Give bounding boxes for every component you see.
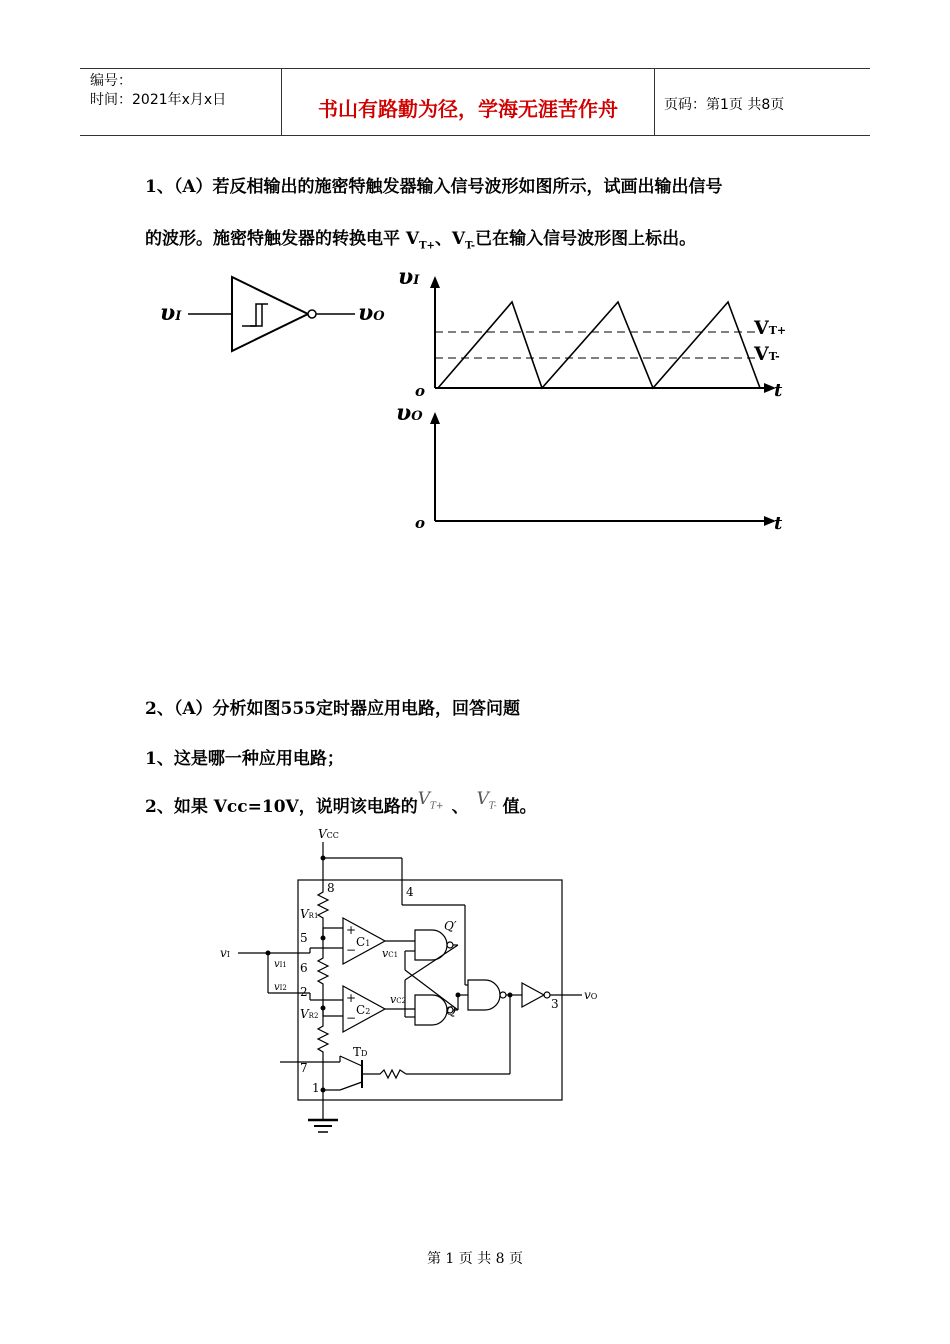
header-code: 编号： [90, 73, 132, 89]
vr2-label: VR2 [300, 1007, 319, 1021]
q2-sub2-prefix: 2、如果 Vcc=10V，说明该电路的 [145, 797, 418, 817]
pin5: 5 [300, 931, 308, 945]
c2-label: C2 [356, 1003, 371, 1017]
pin3: 3 [551, 997, 559, 1011]
q1-line2-mid: 、V [434, 229, 466, 249]
output-label: υO [358, 300, 385, 326]
header-top-rule [80, 68, 870, 69]
pin7: 7 [300, 1061, 308, 1075]
q2-vt-plus: $V_{T+}$ [417, 789, 444, 812]
c1-label: C1 [356, 935, 371, 949]
c2-plus: + [346, 991, 357, 1005]
bottom-time-label: t [774, 513, 783, 534]
q-label: Q [446, 1004, 456, 1018]
q2-vt-minus: $V_{T-}$ [476, 789, 497, 812]
header-meta [90, 72, 226, 110]
top-time-label: t [774, 380, 783, 401]
vc2-label: vC2 [390, 993, 407, 1006]
pin4: 4 [406, 885, 414, 899]
top-axis-label: υI [398, 264, 420, 290]
bottom-origin: o [415, 514, 426, 532]
header-bottom-rule [80, 135, 870, 136]
vi1-label: vI1 [274, 959, 287, 970]
c1-plus: + [346, 923, 357, 937]
vo-label: vO [584, 988, 598, 1002]
pin1: 1 [312, 1081, 320, 1095]
vcc-label: VCC [318, 827, 339, 841]
figure-schmitt-waveforms [150, 262, 810, 542]
bottom-axis-label: υO [396, 400, 423, 426]
vr1-label: VR1 [300, 907, 319, 921]
vi2-label: vI2 [274, 982, 287, 993]
page-footer: 第 1 页 共 8 页 [426, 1251, 524, 1267]
top-origin: o [415, 382, 426, 400]
output-waveform-axes [430, 412, 776, 526]
pin6: 6 [300, 961, 308, 975]
pin2: 2 [300, 985, 308, 999]
vi-label: vI [220, 946, 230, 960]
c1-minus: − [346, 943, 357, 957]
header-divider-right [654, 69, 655, 135]
input-waveform-axes [430, 276, 776, 393]
q1-line2 [145, 224, 696, 251]
q1-vtplus-sub: T+ [419, 240, 435, 252]
q-prime-label: Q′ [444, 919, 457, 933]
triangle-waveform [438, 302, 760, 388]
c2-minus: − [346, 1011, 357, 1025]
q1-line2-prefix: 的波形。施密特触发器的转换电平 V [145, 229, 420, 249]
vc1-label: vC1 [382, 947, 399, 960]
header-motto: 书山有路勤为径，学海无涯苦作舟 [318, 97, 618, 121]
q2-sub1: 1、这是哪一种应用电路； [145, 749, 344, 769]
input-label: υI [160, 300, 182, 326]
q1-vtminus-sub: T- [465, 240, 476, 252]
q2-sub2-suffix: 值。 [496, 797, 537, 817]
q1-line1: 1、（A）若反相输出的施密特触发器输入信号波形如图所示，试画出输出信号 [145, 177, 723, 197]
q1-line2-suffix: 已在输入信号波形图上标出。 [475, 229, 697, 249]
vt-plus-label: VT+ [754, 317, 787, 339]
figure-555-circuit [210, 820, 610, 1140]
header-page-info: 页码：第1页 共8页 [664, 97, 785, 113]
header-time: 时间：2021年x月x日 [90, 92, 227, 108]
q2-sub2 [145, 789, 537, 819]
vt-minus-label: VT- [754, 343, 780, 365]
q2-sep: 、 [451, 797, 469, 817]
schmitt-inverter-symbol [188, 277, 355, 351]
pin8: 8 [327, 881, 335, 895]
q2-title: 2、（A）分析如图555定时器应用电路，回答问题 [145, 699, 521, 719]
td-label: TD [353, 1045, 368, 1059]
